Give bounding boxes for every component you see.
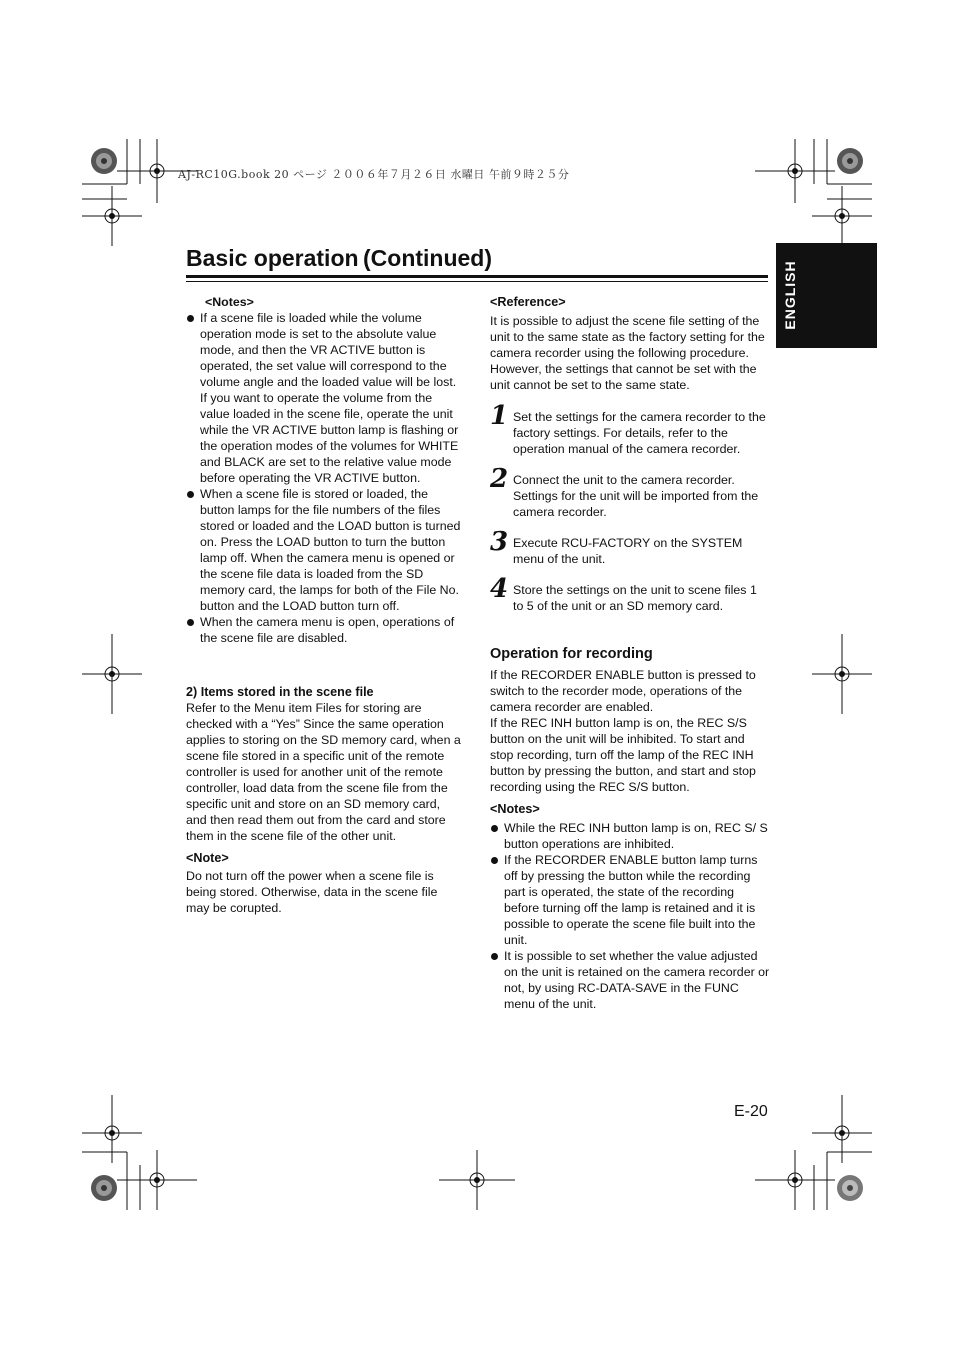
step-1 xyxy=(490,401,770,457)
right-column xyxy=(490,294,770,1012)
recording-text: If the REC INH button lamp is on, the REC S/S button on the unit will be inhibited. To start and stop recording, turn off the lamp of the REC INH button by pressing the button, and start and stop recording using the REC S/S button. xyxy=(490,716,756,794)
recording-heading: Operation for recording xyxy=(490,646,653,662)
list-item: When the camera menu is open, operations of the scene file are disabled. xyxy=(186,614,464,646)
step-text: Connect the unit to the camera recorder. Settings for the unit will be imported from the camera recorder. xyxy=(513,473,759,519)
step-2 xyxy=(490,464,770,520)
step-3 xyxy=(490,527,770,567)
left-notes-heading: <Notes> xyxy=(205,295,254,309)
reference-text: It is possible to adjust the scene file setting of the unit to the same state as the factory setting for the camera recorder using the following procedure. xyxy=(490,314,765,360)
step-number: 4 xyxy=(490,574,509,604)
note-text: If a scene file is loaded while the volume operation mode is set to the absolute value mode, and then the VR ACTIVE button is operated, the set value will correspond to the volume angle and the loaded value will be lost. xyxy=(200,311,457,389)
list-item: If the RECORDER ENABLE button lamp turns off by pressing the button while the recording part is operated, the state of the recording before turning off the lamp is retained and it is possible to operate the scene file built into the unit. xyxy=(490,852,770,948)
step-number: 3 xyxy=(490,527,509,557)
note-continuation: If you want to operate the volume from the value loaded in the scene file, operate the unit while the VR ACTIVE button lamp is flashing or the operation modes of the volumes for WHITE and BLACK are set to the relative value mode before operating the VR ACTIVE button. xyxy=(200,391,459,485)
step-text: Set the settings for the camera recorder to the factory settings. For details, refer to the operation manual of the camera recorder. xyxy=(513,410,766,456)
language-tab-label: ENGLISH xyxy=(782,260,798,330)
page-number: E-20 xyxy=(734,1103,768,1120)
step-4 xyxy=(490,574,770,614)
print-header: AJ-RC10G.book 20 ページ ２００６年７月２６日 水曜日 午前９時２５分 xyxy=(178,168,570,181)
title-rule-thick xyxy=(186,275,768,278)
language-tab xyxy=(776,243,877,348)
list-item: While the REC INH button lamp is on, REC S/ S button operations are inhibited. xyxy=(490,820,770,852)
step-number: 1 xyxy=(490,401,509,431)
list-item xyxy=(186,310,464,486)
list-item: It is possible to set whether the value adjusted on the unit is retained on the camera recorder or not, by using RC-DATA-SAVE in the FUNC menu of the unit. xyxy=(490,948,770,1012)
step-text: Execute RCU-FACTORY on the SYSTEM menu of the unit. xyxy=(513,536,743,566)
title-rule-thin xyxy=(186,281,768,282)
items-text: Refer to the Menu item Files for storing are checked with a “Yes” Since the same operation applies to storing on the SD memory card, when a scene file stored in a specific unit of the remote controller is used for another unit of the remote controller, load data from the scene file from the specific unit and store on an SD memory card, and then read them out from the card and store them in the scene file of the other unit. xyxy=(186,701,461,843)
reference-heading: <Reference> xyxy=(490,295,566,309)
note-heading: <Note> xyxy=(186,851,229,865)
title-continued: (Continued) xyxy=(363,245,493,271)
note-text: Do not turn off the power when a scene file is being stored. Otherwise, data in the scene file may be corupted. xyxy=(186,869,438,915)
recording-text: If the RECORDER ENABLE button is pressed to switch to the recorder mode, operations of the camera recorder are enabled. xyxy=(490,668,756,714)
reference-text: However, the settings that cannot be set with the unit cannot be set to the same state. xyxy=(490,362,757,392)
items-heading: 2) Items stored in the scene file xyxy=(186,685,374,699)
right-notes-heading: <Notes> xyxy=(490,802,540,816)
left-column xyxy=(186,294,464,916)
title-main: Basic operation xyxy=(186,245,359,271)
step-number: 2 xyxy=(490,464,509,494)
page-title xyxy=(186,243,768,273)
right-notes-list xyxy=(490,820,770,1012)
list-item: When a scene file is stored or loaded, the button lamps for the file numbers of the files stored or loaded and the LOAD button is turned on. Press the LOAD button to turn the button lamp off. When the camera menu is opened or the scene file data is loaded from the SD memory card, the lamps for both of the File No. button and the LOAD button turn off. xyxy=(186,486,464,614)
step-text: Store the settings on the unit to scene files 1 to 5 of the unit or an SD memory card. xyxy=(513,583,757,613)
left-notes-list xyxy=(186,310,464,646)
